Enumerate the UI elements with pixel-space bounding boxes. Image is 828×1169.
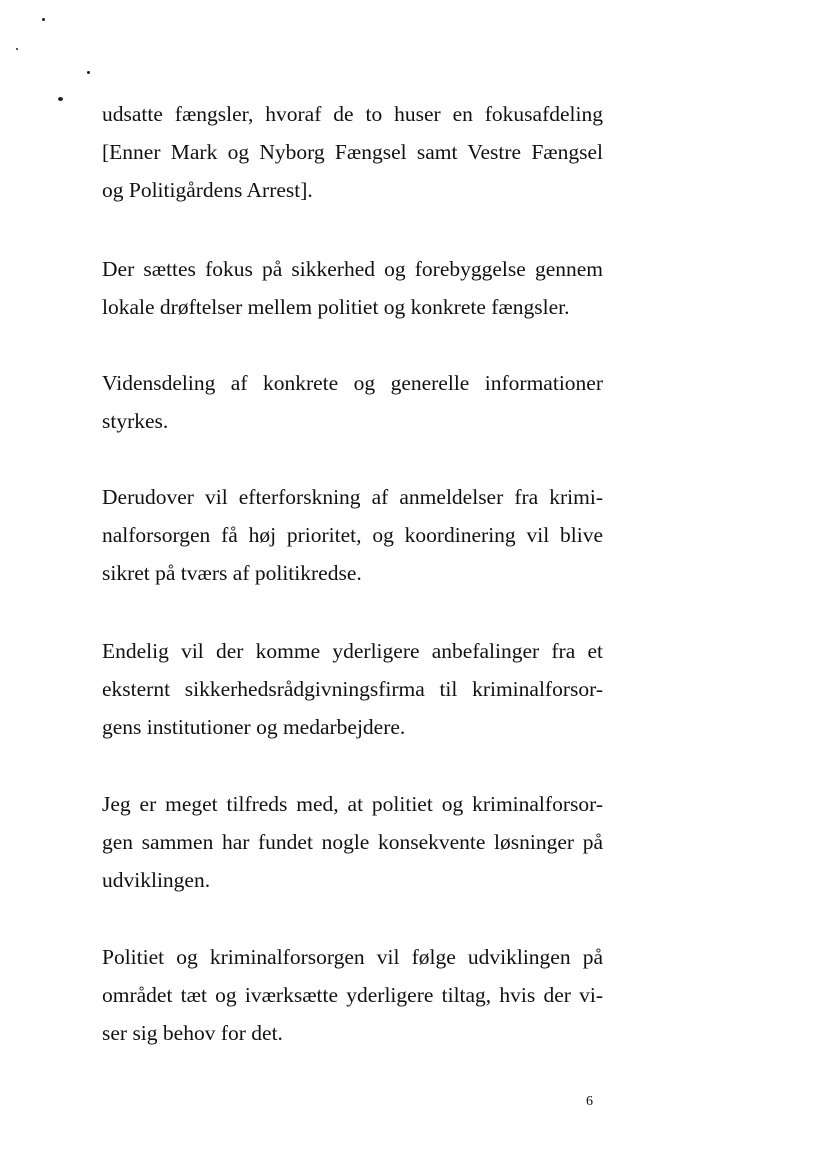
text-line: Jeg er meget tilfreds med, at politiet og kriminalforsor-: [102, 792, 603, 816]
paragraph-udviklingen: [102, 938, 603, 1052]
scan-speck: [42, 18, 45, 21]
paragraph-vidensdeling: [102, 364, 603, 440]
text-line: Politiet og kriminalforsorgen vil følge udviklingen på: [102, 945, 603, 969]
text-line: sikret på tværs af politikredse.: [102, 561, 362, 585]
text-line: [Enner Mark og Nyborg Fængsel samt Vestre Fængsel: [102, 140, 603, 164]
text-line: gens institutioner og medarbejdere.: [102, 715, 406, 739]
text-line: styrkes.: [102, 409, 169, 433]
paragraph-tilfreds: [102, 785, 603, 899]
text-line: gen sammen har fundet nogle konsekvente løsninger på: [102, 830, 603, 854]
text-line: Vidensdeling af konkrete og generelle informationer: [102, 371, 603, 395]
paragraph-fokusafdeling: [102, 95, 603, 209]
text-line: og Politigårdens Arrest].: [102, 178, 313, 202]
text-line: Derudover vil efterforskning af anmeldelser fra krimi-: [102, 485, 603, 509]
paragraph-anbefalinger: [102, 632, 603, 746]
text-line: Der sættes fokus på sikkerhed og forebyggelse gennem: [102, 257, 603, 281]
text-line: udviklingen.: [102, 868, 211, 892]
text-line: området tæt og iværksætte yderligere tiltag, hvis der vi-: [102, 983, 603, 1007]
page-number: 6: [586, 1094, 593, 1109]
text-line: lokale drøftelser mellem politiet og konkrete fængsler.: [102, 295, 570, 319]
scan-speck: [16, 48, 18, 50]
text-line: Endelig vil der komme yderligere anbefalinger fra et: [102, 639, 603, 663]
text-line: eksternt sikkerhedsrådgivningsfirma til kriminalforsor-: [102, 677, 603, 701]
text-line: nalforsorgen få høj prioritet, og koordinering vil blive: [102, 523, 603, 547]
text-line: udsatte fængsler, hvoraf de to huser en fokusafdeling: [102, 102, 603, 126]
scan-speck: [87, 71, 90, 74]
paragraph-efterforskning: [102, 478, 603, 592]
text-line: ser sig behov for det.: [102, 1021, 283, 1045]
paragraph-sikkerhed: [102, 250, 603, 326]
scan-speck: [58, 97, 63, 101]
